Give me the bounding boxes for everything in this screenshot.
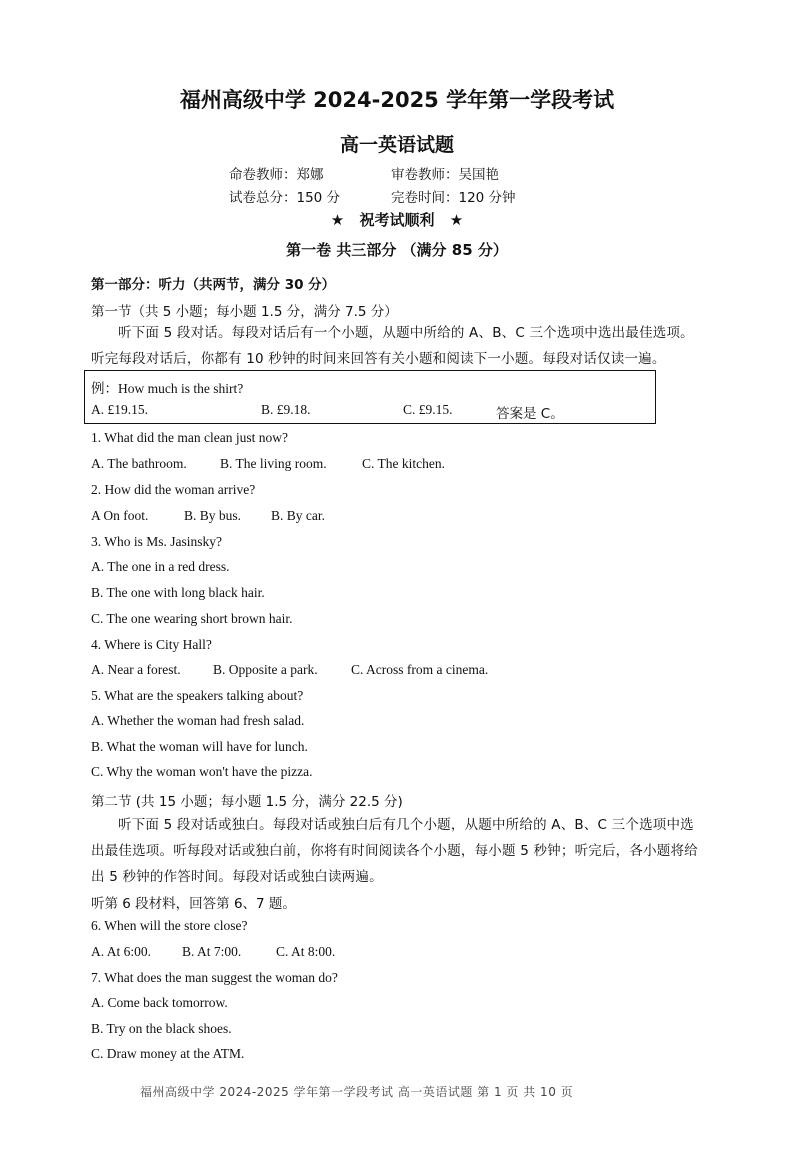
- question-3: 3. Who is Ms. Jasinsky?: [91, 534, 223, 549]
- q6-option-c: C. At 8:00.: [276, 944, 336, 959]
- question-2: 2. How did the woman arrive?: [91, 482, 256, 497]
- reviewer-label: 审卷教师：吴国艳: [391, 167, 499, 183]
- q5-option-c: C. Why the woman won't have the pizza.: [91, 764, 313, 779]
- volume-heading: 第一卷 共三部分 （满分 85 分）: [286, 241, 508, 259]
- section1-instructions: 听下面 5 段对话。每段对话后有一个小题，从题中所给的 A、B、C 三个选项中选出最佳选项。听完每段对话后，你都有 10 秒钟的时间来回答有关小题和阅读下一小题。每段对话仅读一遍。: [91, 325, 694, 367]
- q1-option-b: B. The living room.: [220, 456, 327, 471]
- q4-option-b: B. Opposite a park.: [213, 662, 318, 677]
- q2-option-a: A On foot.: [91, 508, 149, 523]
- question-7: 7. What does the man suggest the woman do?: [91, 970, 338, 985]
- example-question: 例：How much is the shirt?: [91, 381, 244, 396]
- q4-option-a: A. Near a forest.: [91, 662, 181, 677]
- q4-option-c: C. Across from a cinema.: [351, 662, 489, 677]
- time-limit: 完卷时间：120 分钟: [391, 190, 516, 206]
- q6-option-a: A. At 6:00.: [91, 944, 152, 959]
- q7-option-c: C. Draw money at the ATM.: [91, 1046, 245, 1061]
- q7-option-a: A. Come back tomorrow.: [91, 995, 228, 1010]
- example-option-b: B. £9.18.: [261, 402, 311, 417]
- question-1: 1. What did the man clean just now?: [91, 430, 288, 445]
- star-icon: ★: [449, 211, 464, 229]
- q5-option-b: B. What the woman will have for lunch.: [91, 739, 308, 754]
- exam-title: 福州高级中学 2024-2025 学年第一学段考试: [179, 88, 615, 112]
- section2-heading: 第二节 (共 15 小题；每小题 1.5 分，满分 22.5 分): [91, 794, 403, 810]
- q2-option-c: B. By car.: [271, 508, 325, 523]
- page-footer: 福州高级中学 2024-2025 学年第一学段考试 高一英语试题 第 1 页 共 10 页: [140, 1085, 574, 1099]
- section1-heading: 第一节（共 5 小题；每小题 1.5 分，满分 7.5 分）: [91, 304, 398, 320]
- q6-option-b: B. At 7:00.: [182, 944, 242, 959]
- q1-option-a: A. The bathroom.: [91, 456, 187, 471]
- section2-instructions: 听下面 5 段对话或独白。每段对话或独白后有几个小题，从题中所给的 A、B、C 三个选项中选出最佳选项。听每段对话或独白前，你将有时间阅读各个小题，每小题 5 秒钟；听完后，各小题将给出 5 秒钟的作答时间。每段对话或独白读两遍。: [91, 817, 698, 885]
- example-option-c: C. £9.15.: [403, 402, 453, 417]
- q1-option-c: C. The kitchen.: [362, 456, 445, 471]
- material-note: 听第 6 段材料，回答第 6、7 题。: [91, 896, 296, 912]
- q3-option-a: A. The one in a red dress.: [91, 559, 230, 574]
- good-luck-text: 祝考试顺利: [359, 211, 435, 229]
- exam-subtitle: 高一英语试题: [339, 134, 454, 156]
- q7-option-b: B. Try on the black shoes.: [91, 1021, 232, 1036]
- question-6: 6. When will the store close?: [91, 918, 248, 933]
- q2-option-b: B. By bus.: [184, 508, 242, 523]
- total-score: 试卷总分：150 分: [229, 190, 341, 206]
- part1-heading: 第一部分：听力（共两节，满分 30 分）: [91, 277, 336, 293]
- good-luck-line: [0, 209, 794, 230]
- author-label: 命卷教师：郑娜: [229, 167, 324, 183]
- q3-option-c: C. The one wearing short brown hair.: [91, 611, 293, 626]
- q3-option-b: B. The one with long black hair.: [91, 585, 265, 600]
- question-4: 4. Where is City Hall?: [91, 637, 212, 652]
- star-icon: ★: [330, 211, 345, 229]
- question-5: 5. What are the speakers talking about?: [91, 688, 304, 703]
- example-answer: 答案是 C。: [496, 406, 564, 422]
- q5-option-a: A. Whether the woman had fresh salad.: [91, 713, 305, 728]
- example-option-a: A. £19.15.: [91, 402, 148, 417]
